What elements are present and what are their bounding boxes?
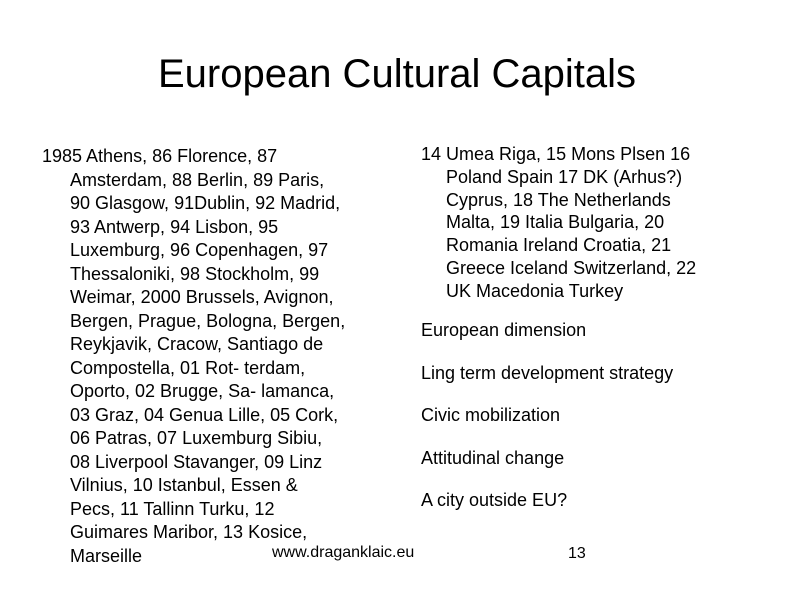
capitals-line: Weimar, 2000 Brussels, Avignon, [70, 287, 334, 307]
capitals-list-left [42, 145, 402, 568]
capitals-line: Vilnius, 10 Istanbul, Essen & [70, 475, 298, 495]
capitals-line: Reykjavik, Cracow, Santiago de [70, 334, 324, 354]
capitals-line: Compostella, 01 Rot- terdam, [70, 357, 306, 378]
future-capitals-line: 14 Umea Riga, 15 Mons Plsen 16 [421, 144, 691, 164]
capitals-line: 08 Liverpool Stavanger, 09 Linz [70, 451, 323, 472]
capitals-line: 93 Antwerp, 94 Lisbon, 95 [70, 216, 279, 237]
future-capitals-line: UK Macedonia Turkey [446, 280, 624, 301]
point-development-strategy: Ling term development strategy [421, 363, 674, 383]
future-capitals-paragraph [421, 143, 761, 303]
point-civic-mobilization: Civic mobilization [421, 405, 561, 425]
capitals-line: 1985 Athens, 86 Florence, 87 [42, 146, 278, 166]
capitals-line: 90 Glasgow, 91Dublin, 92 Madrid, [70, 193, 341, 213]
capitals-line: Pecs, 11 Tallinn Turku, 12 [70, 498, 275, 519]
capitals-line: Guimares Maribor, 13 Kosice, [70, 522, 308, 542]
future-capitals-line: Romania Ireland Croatia, 21 [446, 235, 672, 256]
point-attitudinal-change: Attitudinal change [421, 448, 565, 468]
future-capitals-line: Malta, 19 Italia Bulgaria, 20 [446, 212, 665, 233]
page-number: 13 [568, 545, 586, 562]
future-capitals-line: Cyprus, 18 The Netherlands [446, 189, 671, 210]
capitals-line: Luxemburg, 96 Copenhagen, 97 [70, 240, 329, 260]
capitals-line: Thessaloniki, 98 Stockholm, 99 [70, 263, 320, 284]
point-european-dimension: European dimension [421, 320, 587, 340]
point-city-outside-eu: A city outside EU? [421, 490, 568, 510]
capitals-line: Oporto, 02 Brugge, Sa- lamanca, [70, 381, 335, 401]
capitals-line: Amsterdam, 88 Berlin, 89 Paris, [70, 169, 325, 190]
footer-url: www.draganklaic.eu [272, 544, 415, 561]
capitals-line: Marseille [70, 545, 143, 566]
future-capitals-line: Greece Iceland Switzerland, 22 [446, 257, 697, 278]
capitals-line: 03 Graz, 04 Genua Lille, 05 Cork, [70, 404, 339, 425]
slide-title: European Cultural Capitals [157, 52, 637, 96]
future-capitals-line: Poland Spain 17 DK (Arhus?) [446, 166, 683, 187]
capitals-line: Bergen, Prague, Bologna, Bergen, [70, 310, 346, 331]
capitals-line: 06 Patras, 07 Luxemburg Sibiu, [70, 428, 323, 448]
